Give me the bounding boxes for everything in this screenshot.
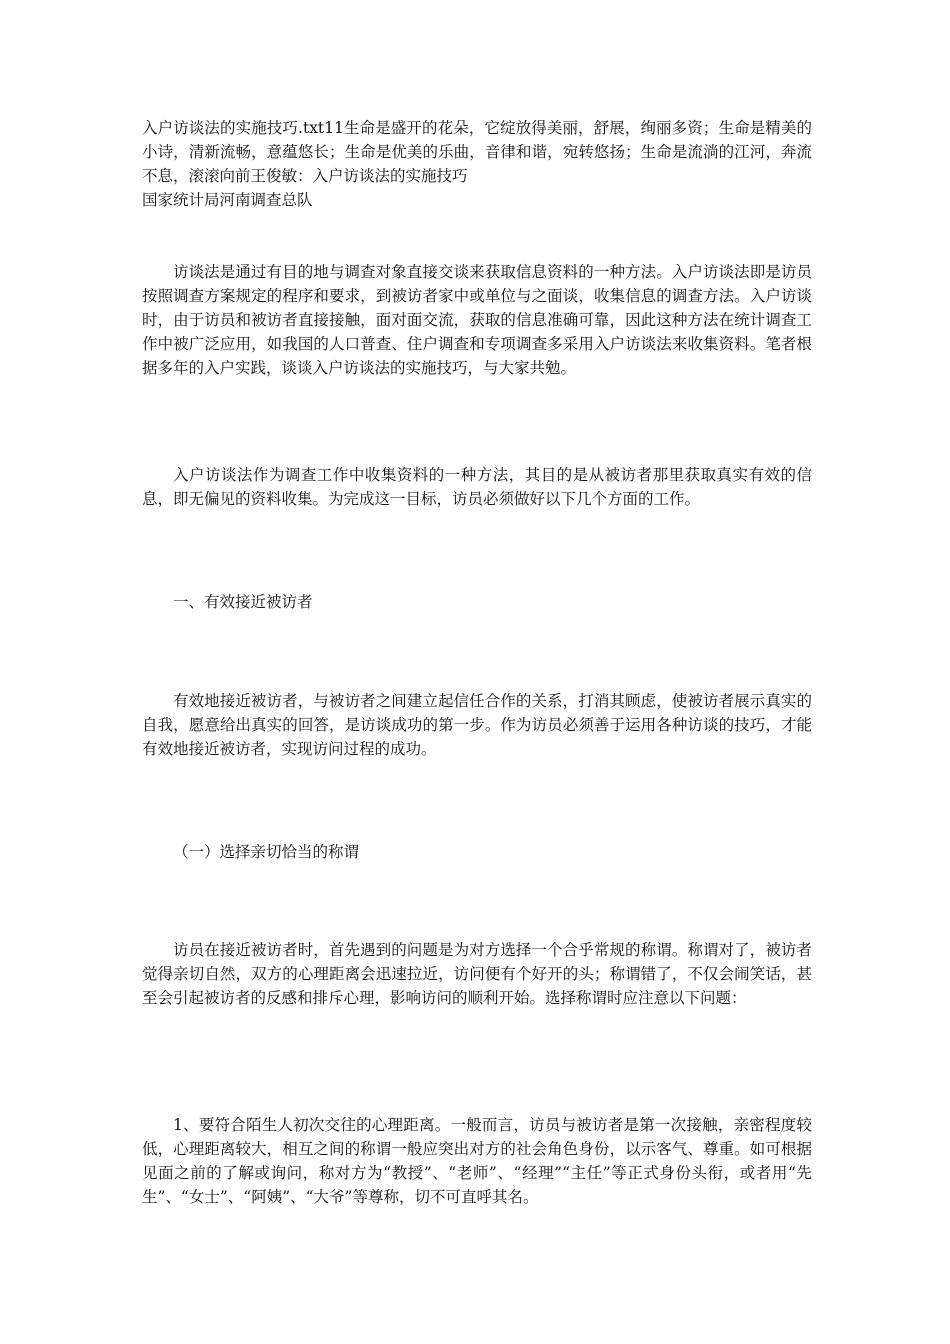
paragraph-point-1: 1、要符合陌生人初次交往的心理距离。一般而言，访员与被访者是第一次接触，亲密程度较低，心理距离较大，相互之间的称谓一般应突出对方的社会角色身份，以示客气、尊重。如可根据见面之前的了解或询问，称对方为“教授”、“老师”、“经理”“主任”等正式身份头衔，或者用“先生”、“女士”、“阿姨”、“大爷”等尊称，切不可直呼其名。 — [142, 1116, 812, 1206]
paragraph-addressing: 访员在接近被访者时，首先遇到的问题是为对方选择一个合乎常规的称谓。称谓对了，被访者觉得亲切自然，双方的心理距离会迅速拉近，访问便有个好开的头；称谓错了，不仅会闹笑话，甚至会引起被访者的反感和排斥心理，影响访问的顺利开始。选择称谓时应注意以下问题： — [142, 941, 812, 1007]
document-title-line: 入户访谈法的实施技巧.txt11生命是盛开的花朵，它绽放得美丽，舒展，绚丽多资；生命是精美的小诗，清新流畅，意蕴悠长；生命是优美的乐曲，音律和谐，宛转悠扬；生命是流淌的江河，奔流不息，滚滚向前王俊敏：入户访谈法的实施技巧 — [142, 119, 812, 185]
organization-name: 国家统计局河南调查总队 — [142, 191, 313, 209]
subsection-heading-1: （一）选择亲切恰当的称谓 — [173, 843, 360, 861]
paragraph-approach: 有效地接近被访者，与被访者之间建立起信任合作的关系，打消其顾虑，使被访者展示真实的自我，愿意给出真实的回答，是访谈成功的第一步。作为访员必须善于运用各种访谈的技巧，才能有效地接近被访者，实现访问过程的成功。 — [142, 692, 812, 758]
paragraph-intro: 访谈法是通过有目的地与调查对象直接交谈来获取信息资料的一种方法。入户访谈法即是访员按照调查方案规定的程序和要求，到被访者家中或单位与之面谈，收集信息的调查方法。入户访谈时，由于访员和被访者直接接触，面对面交流，获取的信息准确可靠，因此这种方法在统计调查工作中被广泛应用，如我国的人口普查、住户调查和专项调查多采用入户访谈法来收集资料。笔者根据多年的入户实践，谈谈入户访谈法的实施技巧，与大家共勉。 — [142, 263, 812, 377]
section-heading-1: 一、有效接近被访者 — [173, 593, 313, 611]
paragraph-purpose: 入户访谈法作为调查工作中收集资料的一种方法，其目的是从被访者那里获取真实有效的信息，即无偏见的资料收集。为完成这一目标，访员必须做好以下几个方面的工作。 — [142, 466, 812, 508]
